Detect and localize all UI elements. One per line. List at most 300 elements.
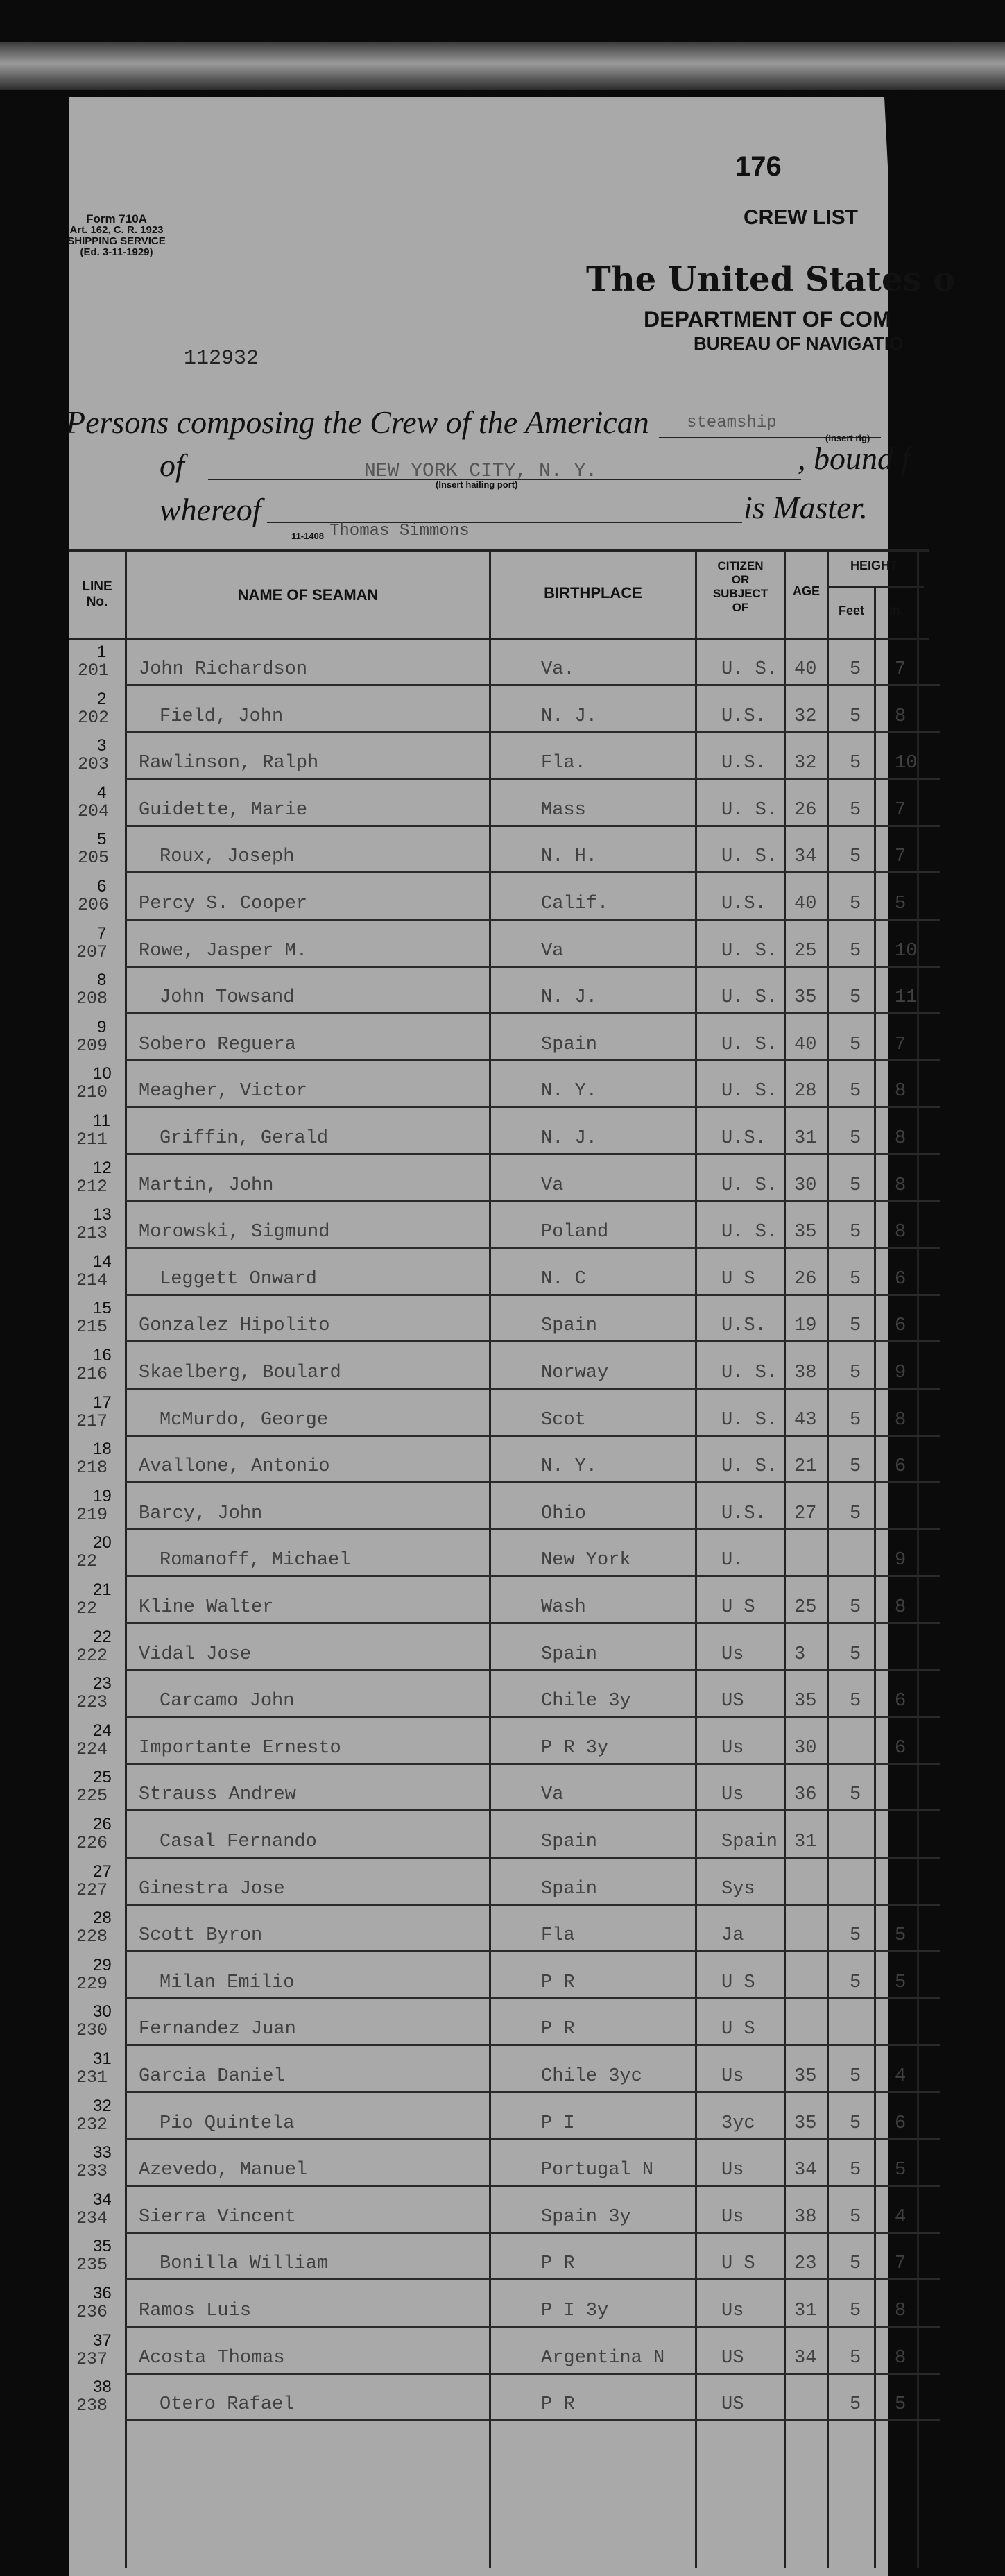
line-number: 26	[93, 1815, 112, 1834]
feet-cell: 5	[850, 1269, 861, 1290]
citizen-cell: U. S.	[721, 1410, 778, 1431]
feet-cell: 5	[850, 1503, 861, 1524]
personnel-number: 214	[76, 1270, 108, 1290]
row-rule	[125, 1809, 940, 1811]
citizen-cell: U. S.	[721, 846, 778, 867]
citizen-cell: U.S.	[721, 706, 766, 727]
age-cell: 25	[794, 941, 817, 962]
seaman-name: Rowe, Jasper M.	[139, 941, 308, 962]
age-cell: 21	[794, 1456, 817, 1477]
inches-cell: 11	[895, 987, 918, 1008]
birthplace-cell: Fla	[541, 1925, 575, 1946]
citizen-cell: U.S.	[721, 1503, 766, 1524]
height-subheader-rule	[827, 586, 924, 588]
line-number: 33	[93, 2143, 112, 2162]
inches-cell: 8	[895, 1597, 907, 1618]
inches-cell: 7	[895, 2253, 907, 2274]
personnel-number: 202	[78, 708, 110, 728]
citizen-cell: Ja	[721, 1925, 744, 1946]
line-number: 9	[97, 1018, 107, 1037]
line-number: 34	[93, 2190, 112, 2209]
line-number: 23	[93, 1674, 112, 1693]
line-number: 15	[93, 1299, 112, 1317]
line-number: 19	[93, 1487, 112, 1505]
age-cell: 34	[794, 2348, 817, 2369]
form-service: SHIPPING SERVICE	[67, 235, 166, 247]
birthplace-cell: Chile 3yc	[541, 2066, 642, 2087]
citizen-cell: US	[721, 1691, 744, 1712]
inches-cell: 5	[895, 1925, 907, 1946]
inches-cell: 4	[895, 2207, 907, 2228]
inches-cell: 8	[895, 706, 907, 727]
citizen-cell: U. S.	[721, 1456, 778, 1477]
birthplace-cell: P R	[541, 2394, 575, 2415]
birthplace-cell: New York	[541, 1550, 631, 1571]
seaman-name: Casal Fernando	[160, 1832, 317, 1852]
citizen-cell: Us	[721, 2301, 744, 2321]
personnel-number: 228	[76, 1927, 108, 1947]
birthplace-cell: Spain	[541, 1034, 598, 1055]
personnel-number: 211	[76, 1129, 108, 1150]
seaman-name: Ginestra Jose	[139, 1879, 285, 1900]
seaman-name: Morowski, Sigmund	[139, 1222, 330, 1243]
birthplace-cell: N. J.	[541, 987, 598, 1008]
row-rule	[125, 1059, 940, 1061]
age-cell: 40	[794, 1034, 817, 1055]
personnel-number: 231	[76, 2067, 108, 2088]
line-number: 36	[93, 2284, 112, 2303]
age-cell: 35	[794, 987, 817, 1008]
feet-cell: 5	[850, 2253, 861, 2274]
row-rule	[125, 1857, 940, 1859]
age-cell: 40	[794, 659, 817, 680]
line-number: 7	[97, 924, 107, 943]
feet-cell: 5	[850, 1034, 861, 1055]
citizen-cell: U.	[721, 1550, 744, 1571]
row-rule	[125, 1716, 940, 1718]
personnel-number: 225	[76, 1786, 108, 1806]
citizen-cell: U. S.	[721, 659, 778, 680]
bureau-name: BUREAU OF NAVIGATIO	[694, 333, 904, 354]
line-number: 30	[93, 2002, 112, 2021]
age-cell: 25	[794, 1597, 817, 1618]
seaman-name: McMurdo, George	[160, 1410, 329, 1431]
header-name: NAME OF SEAMAN	[237, 586, 379, 604]
seaman-name: Avallone, Antonio	[139, 1456, 330, 1477]
seaman-name: Vidal Jose	[139, 1644, 252, 1665]
inches-cell: 8	[895, 1081, 907, 1102]
personnel-number: 234	[76, 2208, 108, 2228]
birthplace-cell: Mass	[541, 800, 586, 821]
age-cell: 3	[794, 1644, 806, 1665]
is-master-label: is Master.	[744, 490, 868, 525]
crew-list-label: CREW LIST	[744, 206, 858, 229]
personnel-number: 235	[76, 2255, 108, 2275]
row-rule	[125, 1435, 940, 1437]
country-title: The United States o	[586, 260, 956, 299]
row-rule	[125, 2091, 940, 2093]
row-rule	[125, 1247, 940, 1249]
line-number: 24	[93, 1721, 112, 1740]
inches-cell: 8	[895, 2301, 907, 2321]
seaman-name: Meagher, Victor	[139, 1081, 308, 1102]
personnel-number: 224	[76, 1739, 108, 1759]
feet-cell: 5	[850, 1972, 861, 1993]
inches-cell: 7	[895, 1034, 907, 1055]
birthplace-cell: Va	[541, 1784, 564, 1805]
seaman-name: Griffin, Gerald	[160, 1128, 329, 1149]
seaman-name: Gonzalez Hipolito	[139, 1315, 330, 1336]
seaman-name: Guidette, Marie	[139, 800, 308, 821]
age-cell: 35	[794, 2113, 817, 2134]
row-rule	[125, 1763, 940, 1765]
feet-cell: 5	[850, 846, 861, 867]
citizen-cell: Sys	[721, 1879, 755, 1900]
seaman-name: Martin, John	[139, 1175, 274, 1196]
inches-cell: 5	[895, 894, 907, 914]
row-rule	[125, 1669, 940, 1671]
inches-cell: 5	[895, 1972, 907, 1993]
birthplace-cell: Scot	[541, 1410, 586, 1431]
line-number: 22	[93, 1628, 112, 1646]
insert-rig-hint: (Insert rig)	[825, 433, 870, 443]
row-rule	[125, 2044, 940, 2046]
feet-cell: 5	[850, 1644, 861, 1665]
feet-cell: 5	[850, 2301, 861, 2321]
header-age: AGE	[792, 584, 820, 598]
personnel-number: 215	[76, 1317, 108, 1337]
line-number: 8	[97, 971, 107, 989]
seaman-name: Acosta Thomas	[139, 2348, 285, 2369]
bound-label: , bound f	[798, 441, 911, 476]
age-cell: 26	[794, 800, 817, 821]
citizen-cell: U S	[721, 2253, 755, 2274]
personnel-number: 201	[78, 660, 110, 681]
citizen-cell: U. S.	[721, 1222, 778, 1243]
seaman-name: Barcy, John	[139, 1503, 263, 1524]
header-line-no: LINE No.	[82, 579, 112, 609]
citizen-cell: Spain	[721, 1832, 778, 1852]
age-cell: 32	[794, 706, 817, 727]
inches-cell: 8	[895, 2348, 907, 2369]
col-divider-birthplace	[695, 549, 697, 2568]
feet-cell: 5	[850, 706, 861, 727]
inches-cell: 6	[895, 1315, 907, 1336]
inches-cell: 6	[895, 1456, 907, 1477]
feet-cell: 5	[850, 2160, 861, 2181]
feet-cell: 5	[850, 2066, 861, 2087]
inches-cell: 8	[895, 1222, 907, 1243]
line-number: 3	[97, 736, 107, 755]
birthplace-cell: P R	[541, 2019, 575, 2040]
citizen-cell: U. S.	[721, 1363, 778, 1383]
row-rule	[125, 2278, 940, 2280]
citizen-cell: US	[721, 2394, 744, 2415]
feet-cell: 5	[850, 1081, 861, 1102]
feet-cell: 5	[850, 941, 861, 962]
row-rule	[125, 966, 940, 968]
age-cell: 27	[794, 1503, 817, 1524]
inches-cell: 8	[895, 1175, 907, 1196]
line-number: 4	[97, 783, 107, 802]
seaman-name: Strauss Andrew	[139, 1784, 296, 1805]
row-rule	[125, 731, 940, 733]
row-rule	[125, 778, 940, 780]
citizen-cell: US	[721, 2348, 744, 2369]
line-number: 20	[93, 1533, 112, 1552]
age-cell: 40	[794, 894, 817, 914]
row-rule	[125, 684, 940, 686]
citizen-cell: U. S.	[721, 1175, 778, 1196]
seaman-name: Percy S. Cooper	[139, 894, 308, 914]
col-divider-citizen	[784, 549, 786, 2568]
personnel-number: 226	[76, 1833, 108, 1853]
personnel-number: 210	[76, 1082, 108, 1102]
header-birthplace: BIRTHPLACE	[544, 584, 642, 602]
row-rule	[125, 1622, 940, 1624]
personnel-number: 230	[76, 2020, 108, 2040]
department-name: DEPARTMENT OF COM	[644, 307, 891, 332]
inches-cell: 8	[895, 1128, 907, 1149]
row-rule	[125, 919, 940, 921]
personnel-number: 238	[76, 2396, 108, 2416]
seaman-name: John Towsand	[160, 987, 295, 1008]
of-label: of	[160, 447, 184, 483]
seaman-name: Importante Ernesto	[139, 1738, 341, 1759]
feet-cell: 5	[850, 1363, 861, 1383]
birthplace-cell: N. Y.	[541, 1456, 598, 1477]
feet-cell: 5	[850, 659, 861, 680]
birthplace-cell: Va.	[541, 659, 575, 680]
row-rule	[125, 1106, 940, 1108]
seaman-name: Otero Rafael	[160, 2394, 295, 2415]
inches-cell: 7	[895, 800, 907, 821]
form-edition: (Ed. 3-11-1929)	[80, 246, 153, 258]
personnel-number: 209	[76, 1036, 108, 1056]
age-cell: 19	[794, 1315, 817, 1336]
row-rule	[125, 2419, 940, 2421]
personnel-number: 229	[76, 1974, 108, 1994]
hailing-port: NEW YORK CITY, N. Y.	[364, 461, 598, 482]
personnel-number: 206	[78, 895, 110, 915]
birthplace-cell: N. J.	[541, 706, 598, 727]
birthplace-cell: Ohio	[541, 1503, 586, 1524]
age-cell: 34	[794, 2160, 817, 2181]
feet-cell: 5	[850, 987, 861, 1008]
personnel-number: 218	[76, 1458, 108, 1478]
col-divider-name	[489, 549, 491, 2568]
row-rule	[125, 1904, 940, 1906]
personnel-number: 22	[76, 1551, 98, 1571]
birthplace-cell: Va	[541, 1175, 564, 1196]
personnel-number: 219	[76, 1505, 108, 1525]
citizen-cell: Us	[721, 1784, 744, 1805]
seaman-name: Romanoff, Michael	[160, 1550, 351, 1571]
row-rule	[125, 2138, 940, 2140]
personnel-number: 227	[76, 1880, 108, 1900]
feet-cell: 5	[850, 1128, 861, 1149]
row-rule	[125, 1153, 940, 1155]
feet-cell: 5	[850, 2348, 861, 2369]
birthplace-cell: P R	[541, 2253, 575, 2274]
birthplace-cell: Poland	[541, 1222, 609, 1243]
inches-cell: 5	[895, 2160, 907, 2181]
serial-number: 112932	[184, 347, 259, 370]
feet-cell: 5	[850, 1784, 861, 1805]
row-rule	[125, 2326, 940, 2328]
citizen-cell: U.S.	[721, 894, 766, 914]
inches-cell: 6	[895, 1691, 907, 1712]
seaman-name: Bonilla William	[160, 2253, 329, 2274]
seaman-name: Skaelberg, Boulard	[139, 1363, 341, 1383]
row-rule	[125, 2373, 940, 2375]
birthplace-cell: N. H.	[541, 846, 598, 867]
seaman-name: Azevedo, Manuel	[139, 2160, 308, 2181]
feet-cell: 5	[850, 800, 861, 821]
seaman-name: Pio Quintela	[160, 2113, 295, 2134]
line-number: 2	[97, 690, 107, 708]
personnel-number: 204	[78, 801, 110, 821]
row-rule	[125, 1481, 940, 1483]
age-cell: 30	[794, 1738, 817, 1759]
age-cell: 30	[794, 1175, 817, 1196]
personnel-number: 213	[76, 1223, 108, 1243]
line-number: 32	[93, 2097, 112, 2115]
citizen-cell: U. S.	[721, 800, 778, 821]
birthplace-cell: Portugal N	[541, 2160, 654, 2181]
feet-cell: 5	[850, 894, 861, 914]
birthplace-cell: Calif.	[541, 894, 609, 914]
birthplace-cell: Spain	[541, 1315, 598, 1336]
personnel-number: 207	[76, 942, 108, 962]
line-number: 18	[93, 1440, 112, 1458]
age-cell: 35	[794, 1222, 817, 1243]
personnel-number: 216	[76, 1364, 108, 1384]
personnel-number: 208	[76, 989, 108, 1009]
line-number: 35	[93, 2237, 112, 2255]
seaman-name: Kline Walter	[139, 1597, 274, 1618]
seaman-name: John Richardson	[139, 659, 308, 680]
row-rule	[125, 1528, 940, 1530]
feet-cell: 5	[850, 753, 861, 774]
seaman-name: Fernandez Juan	[139, 2019, 296, 2040]
line-number: 16	[93, 1346, 112, 1365]
birthplace-cell: Chile 3y	[541, 1691, 631, 1712]
col-divider-line	[125, 549, 127, 2568]
feet-cell: 5	[850, 1410, 861, 1431]
age-cell: 34	[794, 846, 817, 867]
seaman-name: Rawlinson, Ralph	[139, 753, 319, 774]
line-number: 25	[93, 1768, 112, 1786]
birthplace-cell: N. J.	[541, 1128, 598, 1149]
seaman-name: Milan Emilio	[160, 1972, 295, 1993]
line-number: 13	[93, 1205, 112, 1224]
citizen-cell: U S	[721, 1597, 755, 1618]
row-rule	[125, 1200, 940, 1202]
inches-cell: 7	[895, 659, 907, 680]
form-number: Form 710A	[86, 212, 147, 225]
age-cell: 31	[794, 2301, 817, 2321]
birthplace-cell: Spain 3y	[541, 2207, 631, 2228]
seaman-name: Ramos Luis	[139, 2301, 252, 2321]
age-cell: 36	[794, 1784, 817, 1805]
inches-cell: 6	[895, 1269, 907, 1290]
feet-cell: 5	[850, 1456, 861, 1477]
citizen-cell: Us	[721, 1738, 744, 1759]
line-number: 28	[93, 1909, 112, 1927]
personnel-number: 22	[76, 1598, 98, 1619]
whereof-label: whereof	[160, 492, 261, 527]
line-number: 17	[93, 1393, 112, 1412]
line-number: 31	[93, 2049, 112, 2068]
citizen-cell: Us	[721, 2207, 744, 2228]
citizen-cell: 3yc	[721, 2113, 755, 2134]
header-inches: In.	[889, 604, 904, 617]
citizen-cell: U S	[721, 1269, 755, 1290]
personnel-number: 217	[76, 1411, 108, 1431]
birthplace-cell: Spain	[541, 1644, 598, 1665]
seaman-name: Field, John	[160, 706, 284, 727]
age-cell: 26	[794, 1269, 817, 1290]
form-number-block	[54, 214, 179, 258]
birthplace-cell: P R 3y	[541, 1738, 609, 1759]
row-rule	[125, 1950, 940, 1952]
citizen-cell: U. S.	[721, 1081, 778, 1102]
birthplace-cell: Spain	[541, 1879, 598, 1900]
row-rule	[125, 2232, 940, 2234]
row-rule	[125, 1294, 940, 1296]
header-height: HEIGHT	[850, 558, 897, 572]
age-cell: 35	[794, 2066, 817, 2087]
feet-cell: 5	[850, 1222, 861, 1243]
citizen-cell: U. S.	[721, 987, 778, 1008]
master-name: Thomas Simmons	[329, 522, 470, 540]
citizen-cell: U.S.	[721, 1315, 766, 1336]
birthplace-cell: Va	[541, 941, 564, 962]
seaman-name: Roux, Joseph	[160, 846, 295, 867]
scanner-top-edge	[0, 42, 1005, 90]
personnel-number: 222	[76, 1646, 108, 1666]
line-number: 12	[93, 1159, 112, 1177]
personnel-number: 236	[76, 2302, 108, 2322]
personnel-number: 205	[78, 848, 110, 868]
birthplace-cell: P R	[541, 1972, 575, 1993]
feet-cell: 5	[850, 1597, 861, 1618]
seaman-name: Carcamo John	[160, 1691, 295, 1712]
citizen-cell: Us	[721, 1644, 744, 1665]
citizen-cell: U. S.	[721, 941, 778, 962]
row-rule	[125, 1997, 940, 1999]
inches-cell: 6	[895, 2113, 907, 2134]
birthplace-cell: N. Y.	[541, 1081, 598, 1102]
feet-cell: 5	[850, 2207, 861, 2228]
birthplace-cell: Norway	[541, 1363, 609, 1383]
citizen-cell: U S	[721, 2019, 755, 2040]
seaman-name: Leggett Onward	[160, 1269, 317, 1290]
age-cell: 31	[794, 1832, 817, 1852]
personnel-number: 203	[78, 754, 110, 774]
citizen-cell: U S	[721, 1972, 755, 1993]
personnel-number: 237	[76, 2349, 108, 2369]
personnel-number: 232	[76, 2115, 108, 2135]
line-number: 1	[97, 642, 107, 661]
inches-cell: 10	[895, 941, 918, 962]
citizen-cell: Us	[721, 2160, 744, 2181]
personnel-number: 223	[76, 1692, 108, 1712]
line-number: 10	[93, 1064, 112, 1083]
table-header-rule	[69, 638, 929, 640]
row-rule	[125, 1388, 940, 1390]
